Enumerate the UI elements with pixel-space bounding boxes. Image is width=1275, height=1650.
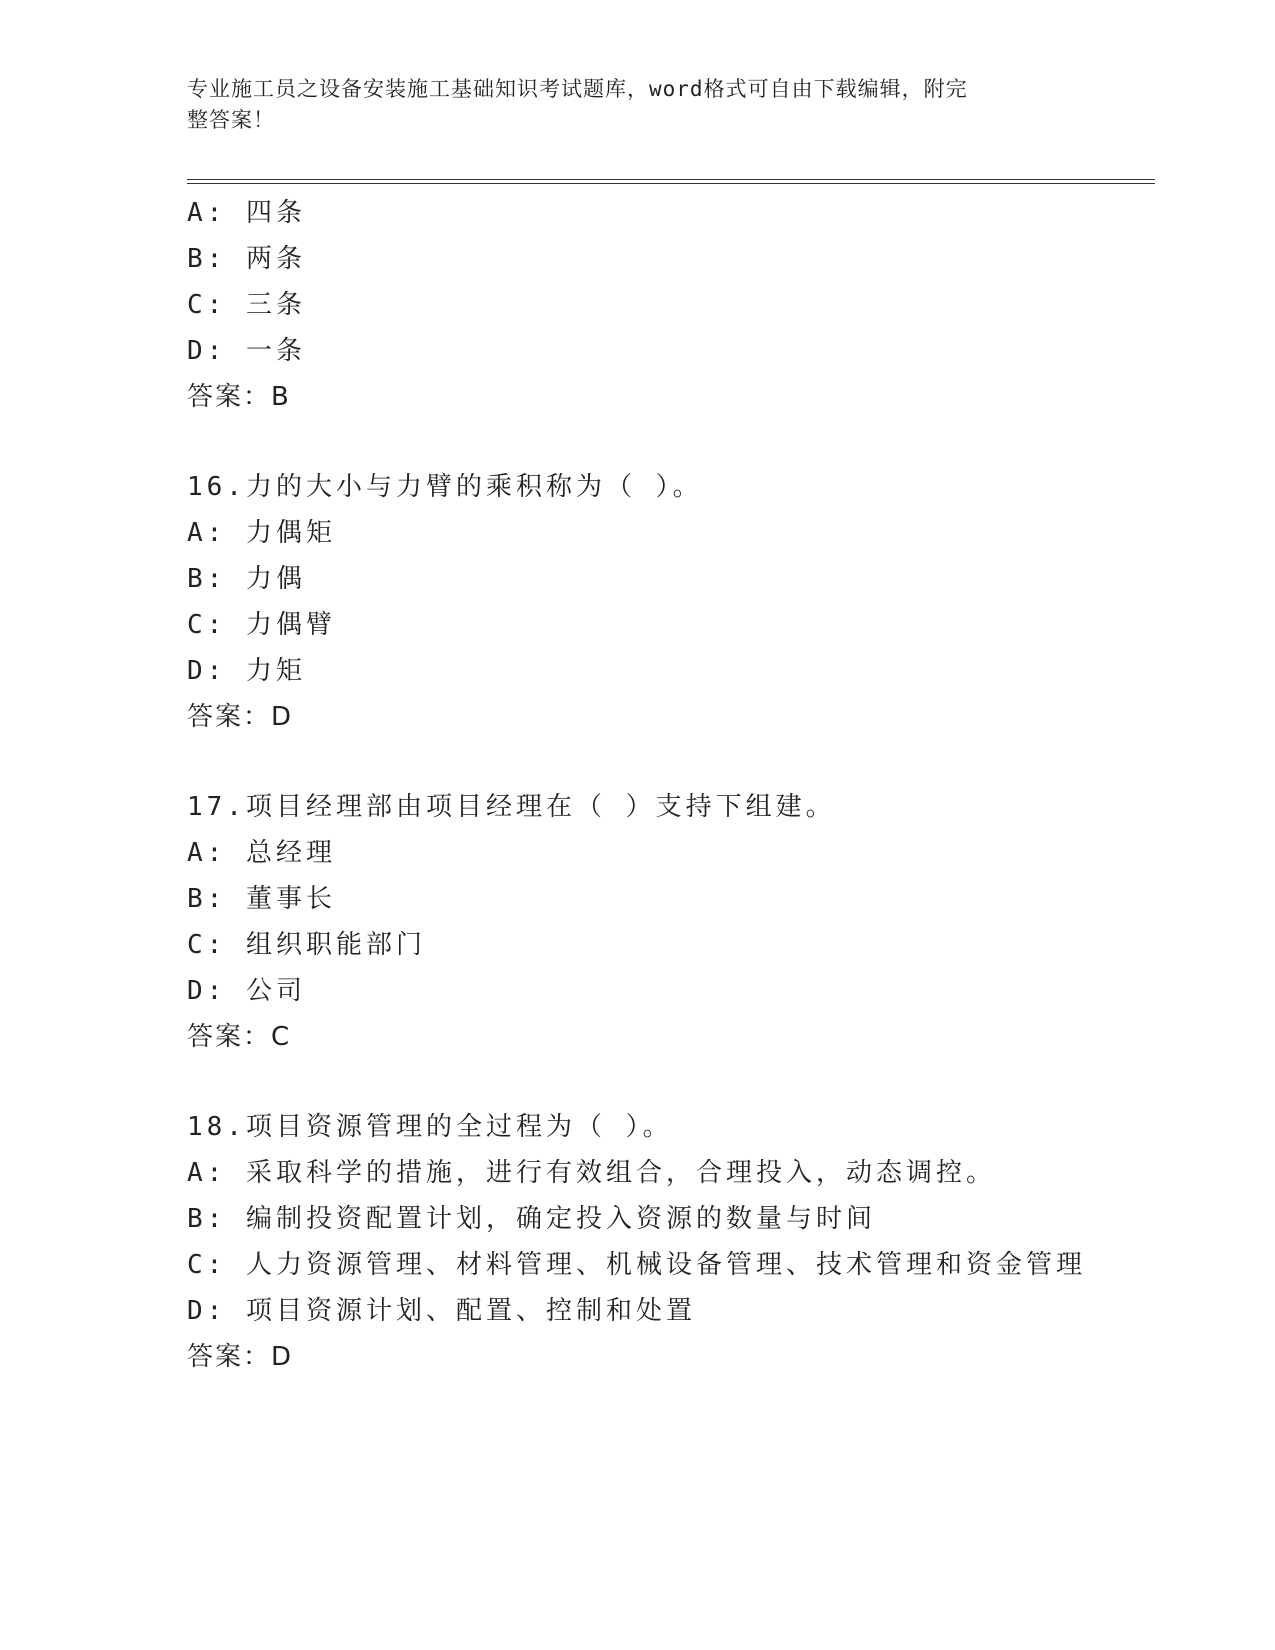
question-text: 18.项目资源管理的全过程为（ ）。 (187, 1112, 673, 1142)
option-b: B: 董事长 (187, 884, 336, 914)
answer-line: 答案：D (187, 1342, 294, 1372)
option-d: D: 项目资源计划、配置、控制和处置 (187, 1296, 696, 1326)
document-header (187, 74, 1067, 136)
question-block-18 (187, 1104, 1147, 1380)
option-d: D: 公司 (187, 976, 306, 1006)
question-text: 17.项目经理部由项目经理在（ ）支持下组建。 (187, 792, 836, 822)
option-b: B: 力偶 (187, 564, 306, 594)
option-a: A: 力偶矩 (187, 518, 336, 548)
header-divider-bottom (187, 183, 1155, 184)
option-c: C: 组织职能部门 (187, 930, 426, 960)
question-block-17 (187, 784, 1147, 1060)
option-a: A: 总经理 (187, 838, 336, 868)
question-block-partial (187, 190, 1147, 420)
question-block-16 (187, 464, 1147, 740)
option-d: D: 一条 (187, 336, 306, 366)
question-text: 16.力的大小与力臂的乘积称为（ ）。 (187, 472, 703, 502)
option-c: C: 三条 (187, 290, 306, 320)
header-line-2: 整答案！ (187, 108, 275, 132)
option-c: C: 力偶臂 (187, 610, 336, 640)
question-list (187, 190, 1147, 1380)
option-a: A: 四条 (187, 198, 306, 228)
header-divider-top (187, 179, 1155, 180)
option-b: B: 编制投资配置计划，确定投入资源的数量与时间 (187, 1204, 876, 1234)
header-line-1: 专业施工员之设备安装施工基础知识考试题库，word格式可自由下载编辑，附完 (187, 77, 968, 101)
option-d: D: 力矩 (187, 656, 306, 686)
option-a: A: 采取科学的措施，进行有效组合，合理投入，动态调控。 (187, 1158, 996, 1188)
answer-line: 答案：D (187, 702, 294, 732)
answer-line: 答案：C (187, 1022, 292, 1052)
answer-line: 答案：B (187, 382, 291, 412)
option-b: B: 两条 (187, 244, 306, 274)
option-c: C: 人力资源管理、材料管理、机械设备管理、技术管理和资金管理 (187, 1250, 1086, 1280)
